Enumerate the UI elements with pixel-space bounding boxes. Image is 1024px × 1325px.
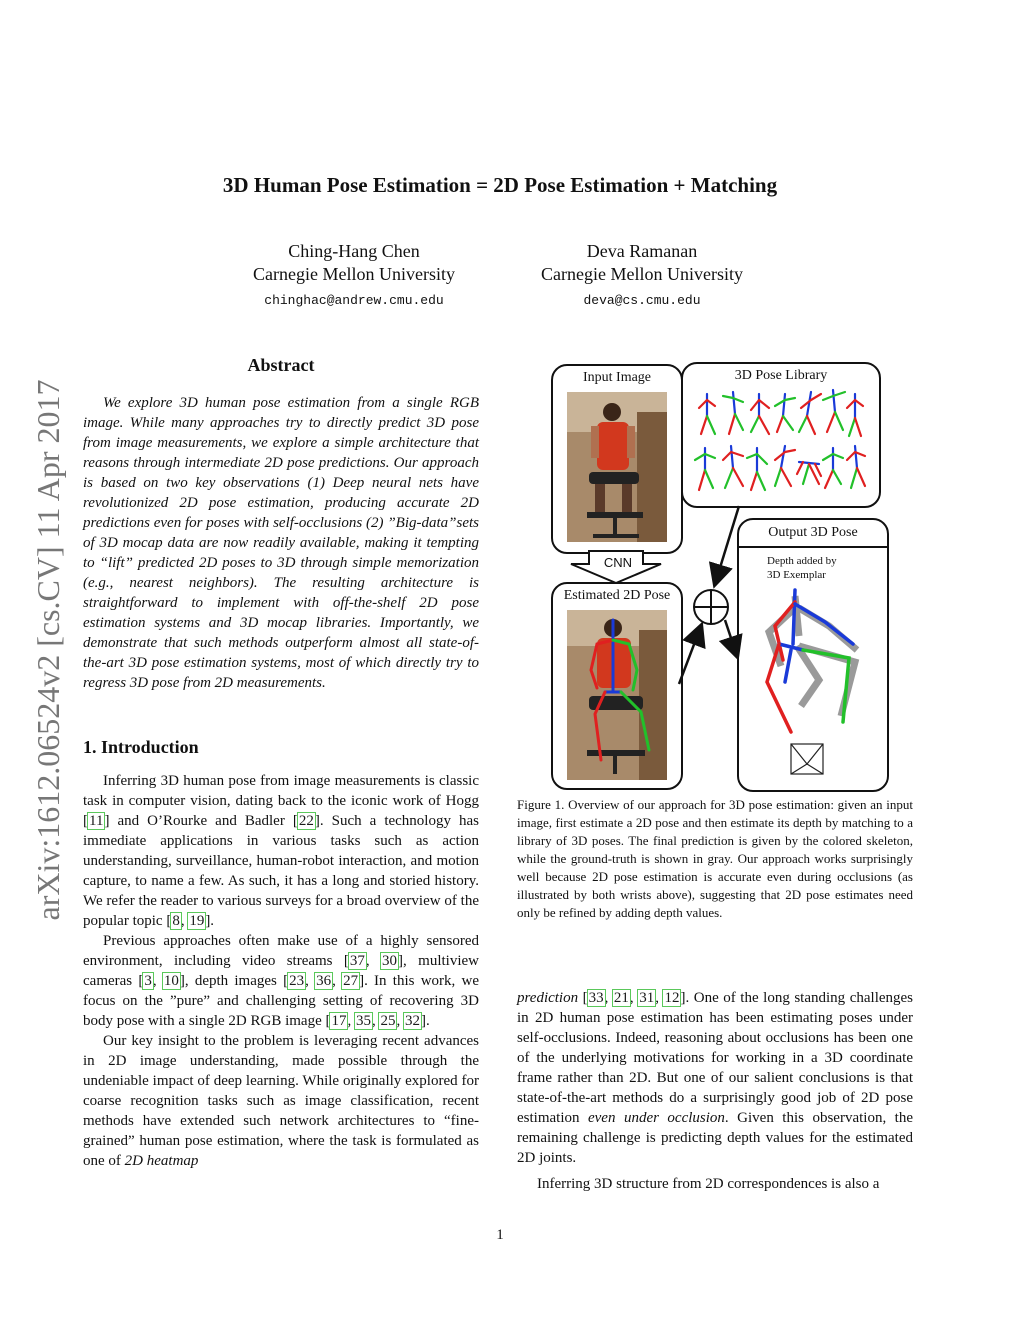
pose-library-label: 3D Pose Library xyxy=(734,368,828,383)
author-block-1 xyxy=(230,240,478,312)
input-image-box xyxy=(551,364,683,554)
circle-plus-icon xyxy=(694,590,728,624)
citation-link[interactable]: 10 xyxy=(163,973,179,989)
citation-link[interactable]: 19 xyxy=(189,913,205,929)
pose-library-box xyxy=(681,362,881,508)
citation-link[interactable]: 3 xyxy=(144,973,152,989)
abstract-text: We explore 3D human pose estimation from a single RGB image. While many approaches try to directly predict 3D pose from image measurements, we explore a simple architecture that reasons through intermediate 2D pose predictions. Our approach is based on two key observations (1) Deep neural nets have revolutionized 2D pose estimation, producing accurate 2D predictions even for poses with self-occlusions (2) ”Big-data”sets of 3D mocap data are now readily available, making it tempting to “lift” predicted 2D poses to 3D through simple memorization (e.g., nearest neighbors). The resulting architecture is straightforward to implement with off-the-shelf 2D pose estimation systems and 3D mocap libraries. Importantly, we demonstrate that such methods outperform almost all state-of-the-art 3D pose estimation systems, most of which directly try to regress 3D pose from 2D measurements. xyxy=(83,395,479,691)
author-affiliation: Carnegie Mellon University xyxy=(253,264,455,284)
left-column xyxy=(83,355,479,1171)
author-affiliation: Carnegie Mellon University xyxy=(541,264,743,284)
depth-note-line-1: Depth added by xyxy=(767,555,837,567)
page-number: 1 xyxy=(496,1227,504,1243)
citation-link[interactable]: 31 xyxy=(639,990,655,1006)
author-email[interactable]: chinghac@andrew.cmu.edu xyxy=(264,293,444,308)
right-paragraph-1: prediction [33, 21, 31, 12]. One of the long standing challenges in 2D human pose estimation has been estimating poses under self-occlusions. Indeed, reasoning about occlusions has been one of the underlying motivations for working in a 3D coordinate frame rather than 2D. But one of our salient conclusions is that state-of-the-art methods do a surprisingly good job of 2D pose estimation even under occlusion. Given this observation, the remaining challenge is predicting depth values for the estimated 2D joints. xyxy=(517,990,914,1166)
cnn-label: CNN xyxy=(603,555,633,570)
citation-link[interactable]: 17 xyxy=(331,1013,347,1029)
output-3d-skeleton xyxy=(739,546,887,786)
input-image-label: Input Image xyxy=(582,370,652,385)
author-email[interactable]: deva@cs.cmu.edu xyxy=(583,293,701,308)
author-name: Deva Ramanan xyxy=(586,241,698,261)
citation-link[interactable]: 21 xyxy=(613,990,629,1006)
abstract-heading: Abstract xyxy=(247,355,315,375)
figure-caption: Figure 1. Overview of our approach for 3D pose estimation: given an input image, first estimate a 2D pose and then estimate its depth by matching to a library of 3D poses. The final prediction is given by the colored skeleton, while the ground-truth is shown in gray. Our approach works surprisingly well because 2D pose estimation is accurate even during occlusions (as illustrated by both wrists above), suggesting that 2D pose estimates need only be refined by adding depth values. xyxy=(517,797,913,920)
introduction-heading: 1. Introduction xyxy=(83,737,199,757)
citation-link[interactable]: 33 xyxy=(588,990,604,1006)
right-column xyxy=(517,988,913,1194)
citation-link[interactable]: 37 xyxy=(349,953,365,969)
citation-link[interactable]: 35 xyxy=(355,1013,371,1029)
pose-library-skeletons xyxy=(683,386,879,504)
author-block-2 xyxy=(516,240,768,312)
author-name: Ching-Hang Chen xyxy=(288,241,420,261)
citation-link[interactable]: 32 xyxy=(404,1013,420,1029)
citation-link[interactable]: 25 xyxy=(380,1013,396,1029)
output-pose-box xyxy=(737,518,889,792)
estimated-pose-photo xyxy=(567,610,667,780)
camera-icon xyxy=(791,744,823,774)
citation-link[interactable]: 8 xyxy=(172,913,180,929)
output-pose-label: Output 3D Pose xyxy=(739,520,887,548)
figure-1 xyxy=(545,358,905,792)
citation-link[interactable]: 27 xyxy=(343,973,359,989)
estimated-pose-box xyxy=(551,582,683,790)
estimated-pose-label: Estimated 2D Pose xyxy=(563,588,671,603)
depth-note-line-2: 3D Exemplar xyxy=(767,569,826,581)
input-photo xyxy=(567,392,667,542)
citation-link[interactable]: 30 xyxy=(382,953,398,969)
right-paragraph-2: Inferring 3D structure from 2D correspondences is also a xyxy=(537,1176,880,1192)
citation-link[interactable]: 11 xyxy=(89,813,104,829)
paper-title: 3D Human Pose Estimation = 2D Pose Estimation + Matching xyxy=(222,173,778,197)
intro-paragraph-1: Inferring 3D human pose from image measurements is classic task in computer vision, dating back to the iconic work of Hogg [11] and O’Rourke and Badler [22]. Such a technology has immediate applications in various tasks such as action understanding, surveillance, human-robot interaction, and motion capture, to name a few. As such, it has a long and storied history. We refer the reader to various surveys for a broad overview of the popular topic [8, 19]. xyxy=(83,773,479,929)
citation-link[interactable]: 22 xyxy=(298,813,314,829)
citation-link[interactable]: 23 xyxy=(289,973,305,989)
arxiv-identifier: arXiv:1612.06524v2 [cs.CV] 11 Apr 2017 xyxy=(30,379,66,921)
citation-link[interactable]: 36 xyxy=(316,973,332,989)
intro-paragraph-2: Previous approaches often make use of a highly sensored environment, including video streams [37, 30], multiview cameras [3, 10], depth images [23, 36, 27]. In this work, we focus on the ”pure” and challenging setting of recovering 3D body pose with a single 2D RGB image [17, 35, 25, 32]. xyxy=(83,933,480,1029)
intro-paragraph-3: Our key insight to the problem is leveraging recent advances in 2D image understanding, made possible through the undeniable impact of deep learning. While originally explored for coarse recognition tasks such as image classification, recent methods have extended such network architectures to “fine-grained” human pose estimation, where the task is formulated as one of 2D heatmap xyxy=(83,1033,479,1169)
citation-link[interactable]: 12 xyxy=(664,990,680,1006)
